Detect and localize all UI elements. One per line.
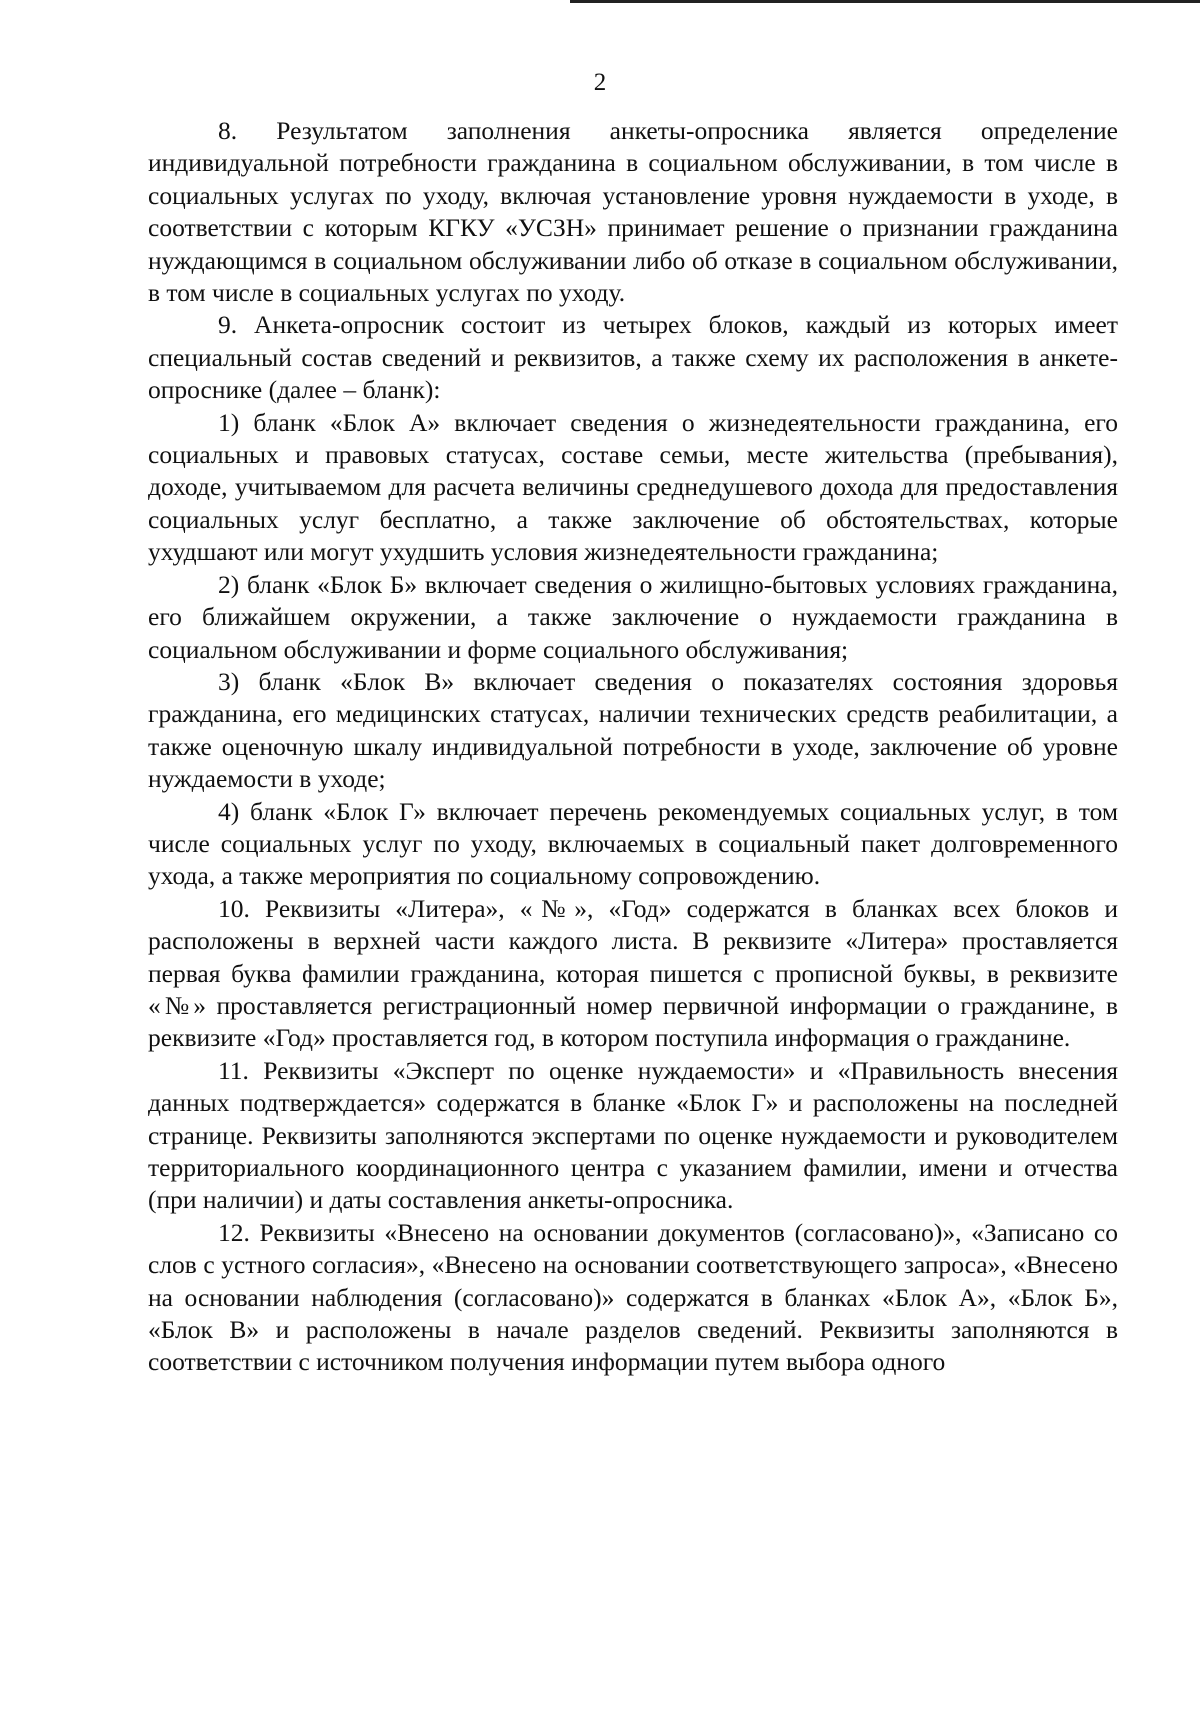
document-body [148, 115, 1118, 1379]
paragraph-9-item-1: 1) бланк «Блок А» включает сведения о жизнедеятельности гражданина, его социальных и правовых статусах, составе семьи, месте жительства (пребывания), доходе, учитываемом для расчета величины среднедушевого дохода для предоставления социальных услуг бесплатно, а также заключение об обстоятельствах, которые ухудшают или могут ухудшить условия жизнедеятельности гражданина; [148, 407, 1118, 567]
paragraph-11: 11. Реквизиты «Эксперт по оценке нуждаемости» и «Правильность внесения данных подтверждается» содержатся в бланке «Блок Г» и расположены на последней странице. Реквизиты заполняются экспертами по оценке нуждаемости и руководителем территориального координационного центра с указанием фамилии, имени и отчества (при наличии) и даты составления анкеты-опросника. [148, 1055, 1118, 1215]
paragraph-8: 8. Результатом заполнения анкеты-опросника является определение индивидуальной потребности гражданина в социальном обслуживании, в том числе в социальных услугах по уходу, включая установление уровня нуждаемости в уходе, в соответствии с которым КГКУ «УСЗН» принимает решение о признании гражданина нуждающимся в социальном обслуживании либо об отказе в социальном обслуживании, в том числе в социальных услугах по уходу. [148, 116, 1118, 308]
top-rule [570, 0, 1200, 3]
paragraph-9-item-3: 3) бланк «Блок В» включает сведения о показателях состояния здоровья гражданина, его медицинских статусах, наличии технических средств реабилитации, а также оценочную шкалу индивидуальной потребности в уходе, заключение об уровне нуждаемости в уходе; [148, 666, 1118, 794]
paragraph-10: 10. Реквизиты «Литера», «№», «Год» содержатся в бланках всех блоков и расположены в верхней части каждого листа. В реквизите «Литера» проставляется первая буква фамилии гражданина, которая пишется с прописной буквы, в реквизите «№» проставляется регистрационный номер первичной информации о гражданине, в реквизите «Год» проставляется год, в котором поступила информация о гражданине. [148, 893, 1118, 1053]
paragraph-9-item-2: 2) бланк «Блок Б» включает сведения о жилищно-бытовых условиях гражданина, его ближайшем окружении, а также заключение о нуждаемости гражданина в социальном обслуживании и форме социального обслуживания; [148, 569, 1118, 664]
paragraph-9-item-4: 4) бланк «Блок Г» включает перечень рекомендуемых социальных услуг, в том числе социальных услуг по уходу, включаемых в социальный пакет долговременного ухода, а также мероприятия по социальному сопровождению. [148, 796, 1118, 891]
page-number: 2 [593, 69, 607, 96]
paragraph-12: 12. Реквизиты «Внесено на основании документов (согласовано)», «Записано со слов с устного согласия», «Внесено на основании соответствующего запроса», «Внесено на основании наблюдения (согласовано)» содержатся в бланках «Блок А», «Блок Б», «Блок В» и расположены в начале разделов сведений. Реквизиты заполняются в соответствии с источником получения информации путем выбора одного [148, 1217, 1118, 1377]
paragraph-9: 9. Анкета-опросник состоит из четырех блоков, каждый из которых имеет специальный состав сведений и реквизитов, а также схему их расположения в анкете-опроснике (далее – бланк): [148, 310, 1118, 405]
